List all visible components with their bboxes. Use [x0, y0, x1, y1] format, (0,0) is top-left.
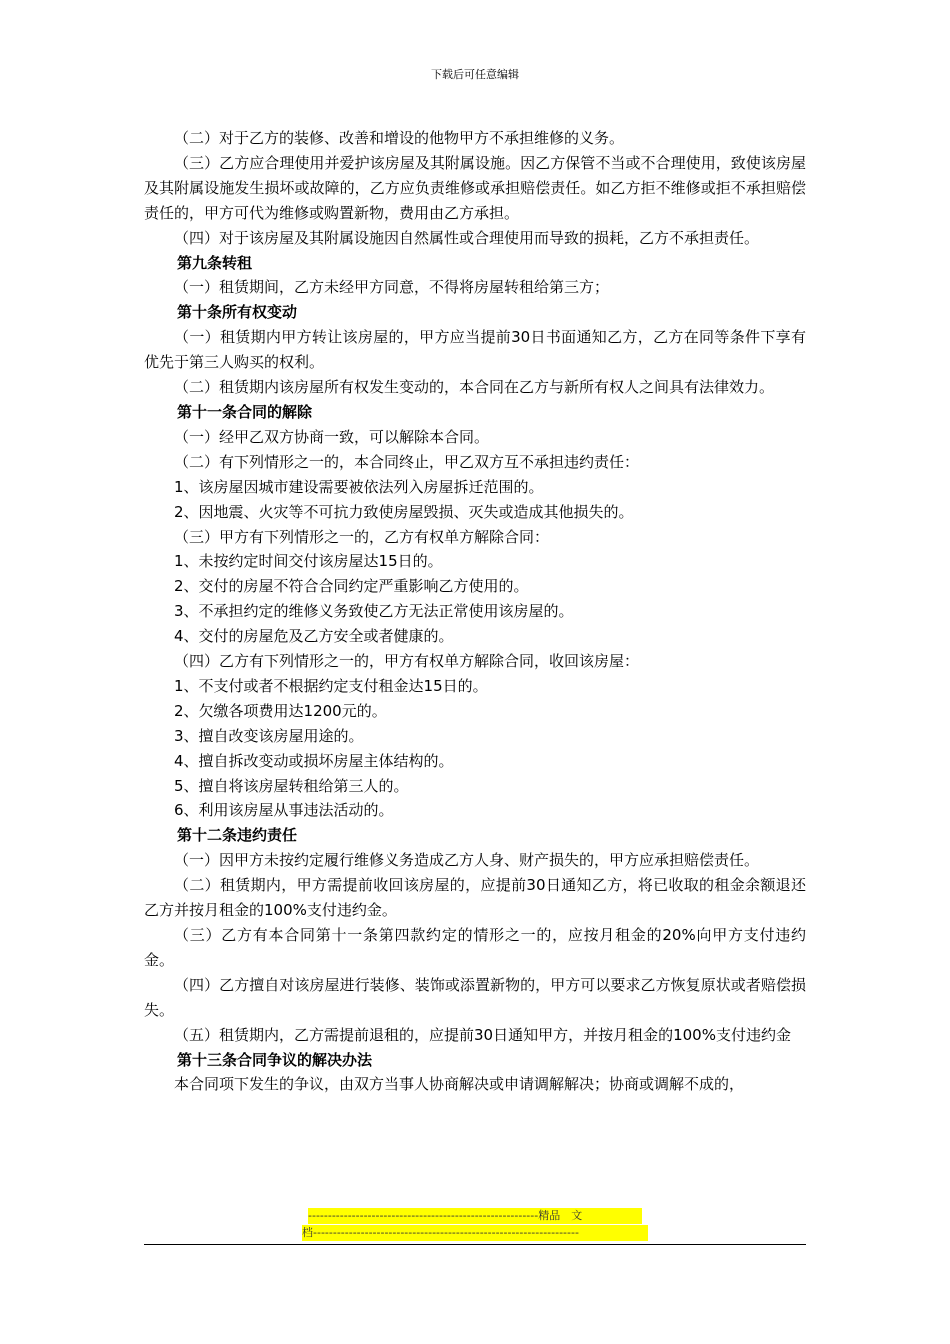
paragraph: （四）乙方有下列情形之一的，甲方有权单方解除合同，收回该房屋：: [174, 652, 640, 671]
paragraph: （四）乙方擅自对该房屋进行装修、装饰或添置新物的，甲方可以要求乙方恢复原状或者赔偿损失。: [144, 975, 806, 1019]
paragraph: 4、交付的房屋危及乙方安全或者健康的。: [174, 627, 454, 646]
paragraph: （一）经甲乙双方协商一致，可以解除本合同。: [174, 427, 490, 446]
paragraph: （三）乙方有本合同第十一条第四款约定的情形之一的，应按月租金的20%向甲方支付违约金。: [144, 926, 806, 969]
section-heading: 第十条所有权变动: [177, 303, 298, 322]
paragraph: 1、该房屋因城市建设需要被依法列入房屋拆迁范围的。: [174, 477, 544, 496]
paragraph: （三）乙方应合理使用并爱护该房屋及其附属设施。因乙方保管不当或不合理使用，致使该房屋及其附属设施发生损坏或故障的，乙方应负责维修或承担赔偿责任。如乙方拒不维修或拒不承担赔偿责任的，甲方可代为维修或购置新物，费用由乙方承担。: [144, 153, 806, 222]
paragraph: 2、交付的房屋不符合合同约定严重影响乙方使用的。: [174, 577, 529, 596]
paragraph: 6、利用该房屋从事违法活动的。: [174, 801, 394, 820]
paragraph: （一）租赁期间，乙方未经甲方同意，不得将房屋转租给第三方；: [174, 278, 610, 297]
paragraph: （一）租赁期内甲方转让该房屋的，甲方应当提前30日书面通知乙方，乙方在同等条件下享有优先于第三人购买的权利。: [144, 328, 806, 372]
footer-watermark-line-1: ----------------------------------------------------------精品 文: [308, 1208, 642, 1224]
paragraph: 3、擅自改变该房屋用途的。: [174, 726, 364, 745]
paragraph: 5、擅自将该房屋转租给第三人的。: [174, 776, 409, 795]
page-header: 下载后可任意编辑: [431, 68, 519, 81]
section-heading: 第九条转租: [177, 253, 253, 272]
paragraph: 4、擅自拆改变动或损坏房屋主体结构的。: [174, 751, 454, 770]
paragraph: （二）租赁期内该房屋所有权发生变动的，本合同在乙方与新所有权人之间具有法律效力。: [174, 378, 775, 397]
paragraph: 3、不承担约定的维修义务致使乙方无法正常使用该房屋的。: [174, 602, 574, 621]
section-heading: 第十三条合同争议的解决办法: [177, 1050, 373, 1069]
footer-divider: [144, 1244, 806, 1245]
paragraph: （三）甲方有下列情形之一的，乙方有权单方解除合同：: [174, 527, 550, 546]
paragraph: 1、不支付或者不根据约定支付租金达15日的。: [174, 676, 488, 695]
section-heading: 第十一条合同的解除: [177, 402, 313, 421]
paragraph: （二）对于乙方的装修、改善和增设的他物甲方不承担维修的义务。: [174, 129, 625, 147]
paragraph: （一）因甲方未按约定履行维修义务造成乙方人身、财产损失的，甲方应承担赔偿责任。: [174, 851, 760, 870]
paragraph: （四）对于该房屋及其附属设施因自然属性或合理使用而导致的损耗，乙方不承担责任。: [174, 228, 760, 247]
paragraph: 本合同项下发生的争议，由双方当事人协商解决或申请调解解决；协商或调解不成的，: [174, 1075, 745, 1094]
paragraph: 2、因地震、火灾等不可抗力致使房屋毁损、灭失或造成其他损失的。: [174, 502, 634, 521]
paragraph: （五）租赁期内，乙方需提前退租的，应提前30日通知甲方，并按月租金的100%支付违约金: [174, 1025, 791, 1044]
section-heading: 第十二条违约责任: [177, 826, 298, 845]
footer-watermark-line-2: 档-------------------------------------------------------------------: [302, 1225, 648, 1241]
paragraph: 1、未按约定时间交付该房屋达15日的。: [174, 552, 443, 571]
paragraph: 2、欠缴各项费用达1200元的。: [174, 701, 387, 720]
paragraph: （二）租赁期内，甲方需提前收回该房屋的，应提前30日通知乙方，将已收取的租金余额退还乙方并按月租金的100%支付违约金。: [144, 876, 806, 920]
document-body: [144, 126, 806, 1097]
paragraph: （二）有下列情形之一的，本合同终止，甲乙双方互不承担违约责任：: [174, 452, 640, 471]
